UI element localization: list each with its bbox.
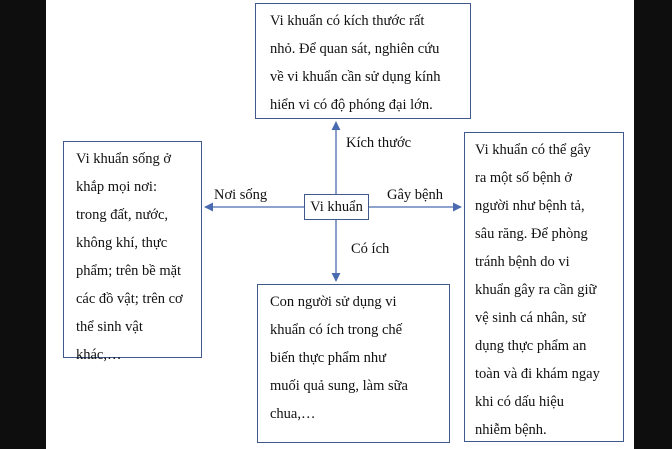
disease-line-11: nhiễm bệnh. <box>475 422 547 438</box>
habitat-line-8: khác,… <box>76 347 122 363</box>
size-line-4: hiển vi có độ phóng đại lớn. <box>270 97 433 113</box>
edge-label-useful: Có ích <box>351 241 390 257</box>
disease-line-7: vệ sinh cá nhân, sử <box>475 310 586 326</box>
habitat-line-5: phẩm; trên bề mặt <box>76 263 182 279</box>
disease-info-box <box>464 132 624 442</box>
edge-label-size: Kích thước <box>346 135 412 151</box>
useful-line-5: chua,… <box>270 406 316 422</box>
disease-line-2: ra một số bệnh ở <box>475 170 573 186</box>
habitat-line-2: khắp mọi nơi: <box>76 179 157 195</box>
habitat-info-box <box>63 141 202 363</box>
useful-line-4: muối quả sung, làm sữa <box>270 378 408 394</box>
habitat-line-4: không khí, thực <box>76 235 168 251</box>
habitat-line-1: Vi khuẩn sống ở <box>76 151 172 167</box>
disease-line-10: khi có dấu hiệu <box>475 394 564 410</box>
center-node-bacteria: Vi khuẩn <box>304 194 369 220</box>
disease-line-8: dụng thực phẩm an <box>475 338 587 354</box>
useful-line-2: khuẩn có ích trong chế <box>270 322 403 338</box>
disease-line-3: người như bệnh tả, <box>475 198 585 214</box>
useful-line-1: Con người sử dụng vi <box>270 294 397 310</box>
disease-line-6: khuẩn gây ra cần giữ <box>475 282 597 298</box>
edge-label-disease: Gây bệnh <box>387 187 443 203</box>
diagram-canvas <box>46 0 634 449</box>
habitat-line-6: các đồ vật; trên cơ <box>76 291 183 307</box>
edge-label-habitat: Nơi sống <box>214 187 268 203</box>
disease-line-4: sâu răng. Để phòng <box>475 226 588 242</box>
habitat-line-3: trong đất, nước, <box>76 207 169 223</box>
disease-line-9: toàn và đi khám ngay <box>475 366 600 382</box>
disease-line-5: tránh bệnh do vi <box>475 254 570 270</box>
size-line-1: Vi khuẩn có kích thước rất <box>270 13 425 29</box>
size-info-box <box>255 3 471 119</box>
habitat-line-7: thể sinh vật <box>76 319 143 335</box>
useful-info-box <box>257 284 450 443</box>
useful-line-3: biến thực phẩm như <box>270 350 386 366</box>
size-line-3: về vi khuẩn cần sử dụng kính <box>270 69 441 85</box>
size-line-2: nhỏ. Để quan sát, nghiên cứu <box>270 41 440 57</box>
disease-line-1: Vi khuẩn có thể gây <box>475 142 591 158</box>
